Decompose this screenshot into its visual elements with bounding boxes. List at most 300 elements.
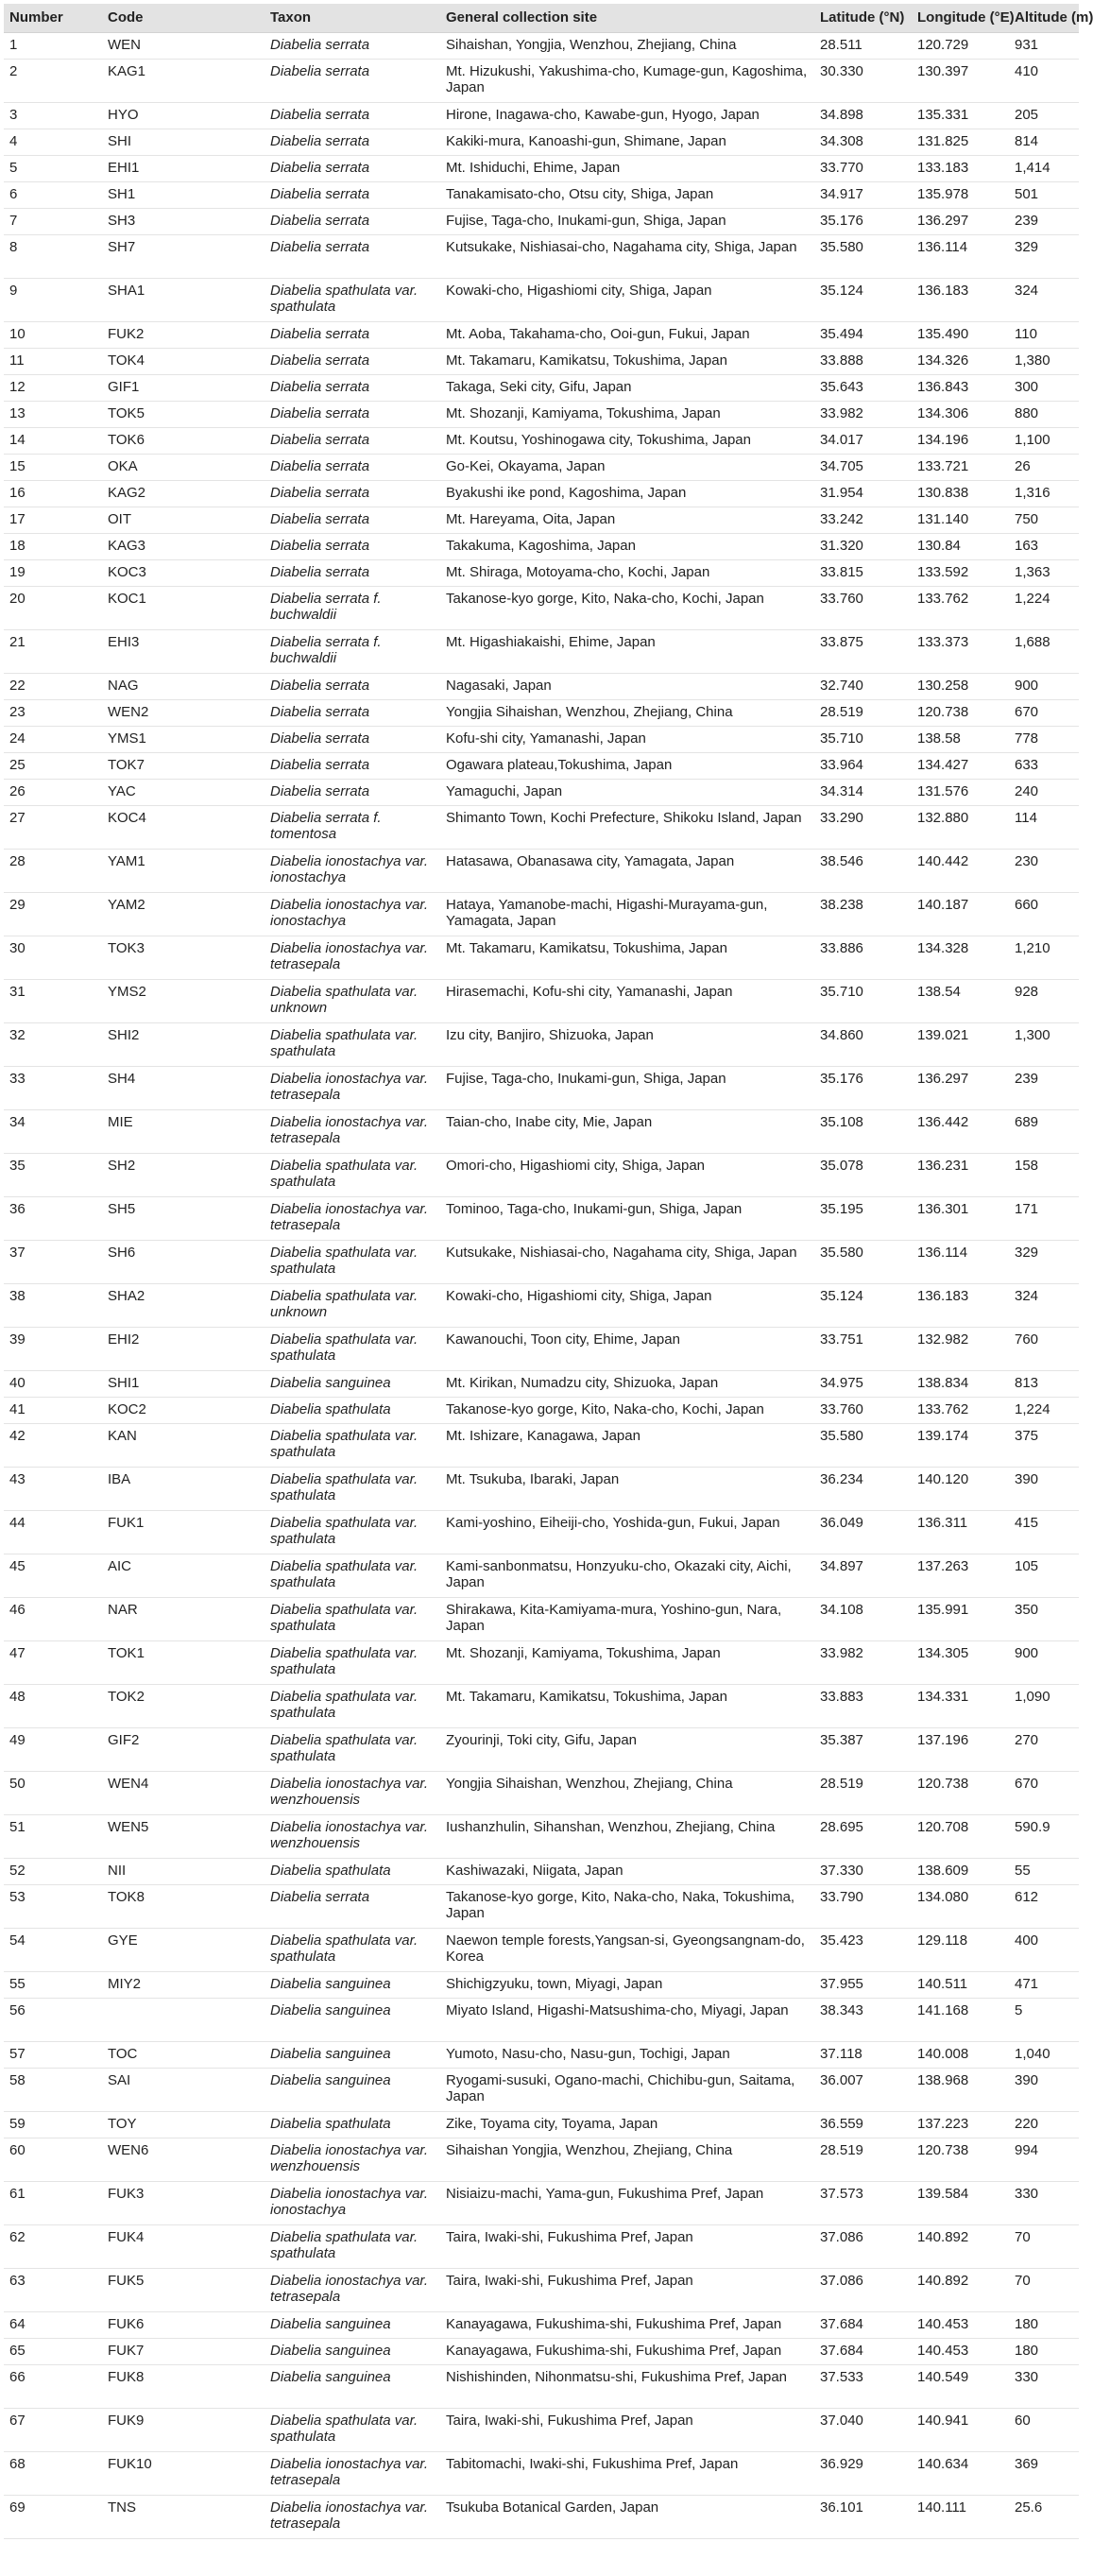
cell-site: Tanakamisato-cho, Otsu city, Shiga, Japan [446, 185, 714, 202]
cell-site: Fujise, Taga-cho, Inukami-gun, Shiga, Japan [446, 1070, 726, 1087]
cell-site: Takanose-kyo gorge, Kito, Naka-cho, Kochi, Japan [446, 1400, 764, 1417]
cell-site: Kofu-shi city, Yamanashi, Japan [446, 730, 646, 747]
cell-altitude: 410 [1015, 62, 1039, 79]
cell-code: FUK4 [108, 2228, 145, 2245]
cell-site: Naewon temple forests,Yangsan-si, Gyeongsangnam-do, Korea [446, 1932, 805, 1965]
cell-altitude: 390 [1015, 1470, 1039, 1487]
cell-longitude: 139.584 [917, 2185, 969, 2202]
table-row [4, 2041, 1079, 2068]
table-row [4, 181, 1079, 208]
cell-taxon: Diabelia spathulata var. spathulata [270, 1157, 418, 1190]
cell-site: Iushanzhulin, Sihanshan, Wenzhou, Zhejiang, China [446, 1818, 776, 1835]
cell-site: Kowaki-cho, Higashiomi city, Shiga, Japan [446, 282, 712, 299]
table-row [4, 129, 1079, 155]
table-body [4, 32, 1079, 2538]
cell-longitude: 138.58 [917, 730, 961, 747]
cell-latitude: 35.580 [820, 1244, 863, 1261]
cell-taxon: Diabelia sanguinea [270, 2342, 391, 2359]
cell-code: MIE [108, 1113, 133, 1130]
cell-longitude: 138.54 [917, 983, 961, 1000]
cell-altitude: 330 [1015, 2368, 1039, 2385]
cell-site: Kami-sanbonmatsu, Honzyuku-cho, Okazaki city, Aichi, Japan [446, 1557, 792, 1590]
cell-code: AIC [108, 1557, 132, 1574]
cell-taxon: Diabelia serrata [270, 36, 370, 53]
cell-longitude: 140.892 [917, 2228, 969, 2245]
cell-taxon: Diabelia spathulata var. spathulata [270, 2412, 418, 2445]
table-row [4, 936, 1079, 979]
cell-site: Hirasemachi, Kofu-shi city, Yamanashi, Japan [446, 983, 733, 1000]
cell-number: 30 [9, 939, 26, 956]
cell-altitude: 55 [1015, 1862, 1031, 1879]
cell-altitude: 5 [1015, 2001, 1023, 2018]
cell-code: YMS2 [108, 983, 146, 1000]
cell-number: 50 [9, 1775, 26, 1792]
table-row [4, 892, 1079, 936]
cell-taxon: Diabelia serrata f. tomentosa [270, 809, 382, 842]
cell-code: OKA [108, 457, 138, 474]
cell-taxon: Diabelia serrata [270, 457, 370, 474]
cell-latitude: 38.343 [820, 2001, 863, 2018]
cell-longitude: 134.326 [917, 352, 969, 369]
cell-altitude: 471 [1015, 1975, 1039, 1992]
cell-code: KOC1 [108, 590, 146, 607]
cell-altitude: 670 [1015, 1775, 1039, 1792]
cell-longitude: 140.634 [917, 2455, 969, 2472]
cell-code: FUK7 [108, 2342, 145, 2359]
table-row [4, 1597, 1079, 1640]
cell-latitude: 28.695 [820, 1818, 863, 1835]
table-row [4, 1423, 1079, 1467]
cell-taxon: Diabelia serrata [270, 756, 370, 773]
cell-code: FUK3 [108, 2185, 145, 2202]
table-row [4, 1327, 1079, 1370]
cell-latitude: 35.108 [820, 1113, 863, 1130]
cell-altitude: 329 [1015, 238, 1039, 255]
cell-altitude: 26 [1015, 457, 1031, 474]
cell-site: Kanayagawa, Fukushima-shi, Fukushima Pref, Japan [446, 2342, 782, 2359]
cell-code: SH7 [108, 238, 136, 255]
cell-altitude: 270 [1015, 1731, 1039, 1748]
cell-longitude: 136.297 [917, 1070, 969, 1087]
cell-taxon: Diabelia spathulata [270, 1400, 391, 1417]
cell-code: YAM1 [108, 852, 145, 869]
cell-longitude: 136.231 [917, 1157, 969, 1174]
cell-code: SH2 [108, 1157, 136, 1174]
cell-longitude: 135.331 [917, 106, 969, 123]
cell-site: Nisiaizu-machi, Yama-gun, Fukushima Pref, Japan [446, 2185, 764, 2202]
cell-longitude: 131.140 [917, 510, 969, 527]
cell-longitude: 130.838 [917, 484, 969, 501]
cell-altitude: 369 [1015, 2455, 1039, 2472]
cell-taxon: Diabelia ionostachya var. wenzhouensis [270, 1775, 429, 1808]
cell-longitude: 140.511 [917, 1975, 968, 1992]
cell-altitude: 1,316 [1015, 484, 1050, 501]
table-row [4, 155, 1079, 181]
cell-taxon: Diabelia ionostachya var. ionostachya [270, 852, 429, 885]
cell-taxon: Diabelia spathulata var. spathulata [270, 1470, 418, 1503]
cell-altitude: 1,224 [1015, 590, 1050, 607]
cell-code: SHA1 [108, 282, 145, 299]
table-row [4, 348, 1079, 374]
cell-altitude: 110 [1015, 325, 1037, 342]
cell-taxon: Diabelia spathulata var. spathulata [270, 1644, 418, 1677]
cell-altitude: 501 [1015, 185, 1039, 202]
cell-number: 51 [9, 1818, 26, 1835]
cell-code: TOK5 [108, 404, 145, 421]
cell-latitude: 35.710 [820, 730, 863, 747]
table-row [4, 1771, 1079, 1814]
cell-number: 58 [9, 2071, 26, 2088]
cell-site: Mt. Shozanji, Kamiyama, Tokushima, Japan [446, 1644, 721, 1661]
cell-altitude: 750 [1015, 510, 1039, 527]
cell-taxon: Diabelia ionostachya var. tetrasepala [270, 1070, 429, 1103]
cell-code: YAM2 [108, 896, 145, 913]
cell-altitude: 70 [1015, 2272, 1031, 2289]
cell-latitude: 33.886 [820, 939, 863, 956]
cell-taxon: Diabelia ionostachya var. tetrasepala [270, 939, 429, 972]
cell-code: YMS1 [108, 730, 146, 747]
cell-code: SH3 [108, 212, 136, 229]
cell-site: Shirakawa, Kita-Kamiyama-mura, Yoshino-gun, Nara, Japan [446, 1601, 782, 1634]
table-row [4, 2224, 1079, 2268]
cell-altitude: 239 [1015, 212, 1039, 229]
table-row [4, 1022, 1079, 1066]
cell-number: 11 [9, 352, 25, 369]
cell-taxon: Diabelia sanguinea [270, 2071, 391, 2088]
cell-number: 2 [9, 62, 18, 79]
cell-latitude: 38.238 [820, 896, 863, 913]
cell-number: 26 [9, 782, 26, 799]
table-row [4, 1467, 1079, 1510]
cell-site: Yamaguchi, Japan [446, 782, 563, 799]
cell-code: NAG [108, 677, 139, 694]
cell-code: SH5 [108, 1200, 136, 1217]
table-row [4, 1998, 1079, 2041]
cell-altitude: 633 [1015, 756, 1039, 773]
cell-latitude: 35.387 [820, 1731, 863, 1748]
cell-number: 63 [9, 2272, 26, 2289]
table-row [4, 779, 1079, 805]
cell-taxon: Diabelia spathulata var. spathulata [270, 1557, 418, 1590]
cell-site: Kowaki-cho, Higashiomi city, Shiga, Japan [446, 1287, 712, 1304]
cell-taxon: Diabelia serrata [270, 730, 370, 747]
cell-taxon: Diabelia spathulata var. unknown [270, 983, 418, 1016]
cell-number: 48 [9, 1688, 26, 1705]
cell-longitude: 134.305 [917, 1644, 969, 1661]
cell-taxon: Diabelia spathulata var. spathulata [270, 282, 418, 315]
cell-longitude: 135.991 [917, 1601, 969, 1618]
cell-code: WEN5 [108, 1818, 149, 1835]
cell-number: 25 [9, 756, 26, 773]
column-header-taxon: Taxon [265, 4, 440, 32]
cell-latitude: 31.320 [820, 537, 863, 554]
cell-longitude: 140.187 [917, 896, 969, 913]
cell-altitude: 205 [1015, 106, 1039, 123]
cell-number: 41 [9, 1400, 26, 1417]
cell-latitude: 34.314 [820, 782, 863, 799]
cell-site: Ogawara plateau,Tokushima, Japan [446, 756, 673, 773]
cell-taxon: Diabelia spathulata [270, 1862, 391, 1879]
cell-latitude: 35.078 [820, 1157, 863, 1174]
cell-number: 7 [9, 212, 18, 229]
cell-number: 28 [9, 852, 26, 869]
cell-number: 42 [9, 1427, 26, 1444]
cell-longitude: 133.373 [917, 633, 969, 650]
cell-latitude: 28.519 [820, 1775, 863, 1792]
cell-site: Mt. Kirikan, Numadzu city, Shizuoka, Japan [446, 1374, 719, 1391]
cell-number: 39 [9, 1331, 26, 1348]
cell-longitude: 140.008 [917, 2045, 969, 2062]
cell-taxon: Diabelia serrata [270, 238, 370, 255]
cell-number: 5 [9, 159, 18, 176]
cell-altitude: 1,100 [1015, 431, 1050, 448]
table-row [4, 2068, 1079, 2111]
cell-site: Mt. Hizukushi, Yakushima-cho, Kumage-gun, Kagoshima, Japan [446, 62, 808, 95]
cell-site: Hirone, Inagawa-cho, Kawabe-gun, Hyogo, Japan [446, 106, 760, 123]
cell-number: 40 [9, 1374, 26, 1391]
cell-number: 20 [9, 590, 26, 607]
header-row [4, 4, 1079, 32]
cell-number: 55 [9, 1975, 26, 1992]
table-row [4, 533, 1079, 559]
cell-longitude: 120.729 [917, 36, 969, 53]
cell-site: Mt. Takamaru, Kamikatsu, Tokushima, Japan [446, 939, 727, 956]
cell-taxon: Diabelia sanguinea [270, 2315, 391, 2332]
cell-site: Kutsukake, Nishiasai-cho, Nagahama city, Shiga, Japan [446, 1244, 797, 1261]
cell-site: Nagasaki, Japan [446, 677, 552, 694]
cell-longitude: 136.183 [917, 1287, 969, 1304]
cell-latitude: 34.898 [820, 106, 863, 123]
cell-latitude: 36.007 [820, 2071, 863, 2088]
cell-longitude: 140.549 [917, 2368, 969, 2385]
cell-latitude: 34.017 [820, 431, 863, 448]
cell-altitude: 158 [1015, 1157, 1039, 1174]
table-row [4, 1884, 1079, 1928]
table-row [4, 427, 1079, 454]
cell-code: KAG2 [108, 484, 146, 501]
table-row [4, 979, 1079, 1022]
cell-taxon: Diabelia spathulata var. spathulata [270, 1427, 418, 1460]
cell-site: Tsukuba Botanical Garden, Japan [446, 2499, 659, 2516]
table-row [4, 401, 1079, 427]
cell-latitude: 34.108 [820, 1601, 863, 1618]
cell-number: 24 [9, 730, 26, 747]
cell-code: FUK10 [108, 2455, 152, 2472]
cell-altitude: 114 [1015, 809, 1037, 826]
cell-code: TOK7 [108, 756, 145, 773]
cell-altitude: 1,363 [1015, 563, 1050, 580]
cell-number: 34 [9, 1113, 26, 1130]
cell-altitude: 590.9 [1015, 1818, 1050, 1835]
cell-number: 9 [9, 282, 18, 299]
cell-number: 43 [9, 1470, 26, 1487]
table-row [4, 278, 1079, 321]
cell-site: Omori-cho, Higashiomi city, Shiga, Japan [446, 1157, 705, 1174]
cell-code: TOK2 [108, 1688, 145, 1705]
cell-number: 36 [9, 1200, 26, 1217]
table-row [4, 1858, 1079, 1884]
table-row [4, 2451, 1079, 2495]
cell-longitude: 120.738 [917, 1775, 969, 1792]
cell-altitude: 329 [1015, 1244, 1039, 1261]
table-row [4, 2408, 1079, 2451]
cell-site: Mt. Ishizare, Kanagawa, Japan [446, 1427, 640, 1444]
cell-site: Mt. Takamaru, Kamikatsu, Tokushima, Japan [446, 352, 727, 369]
cell-latitude: 35.580 [820, 1427, 863, 1444]
table-row [4, 2495, 1079, 2538]
table-row [4, 1727, 1079, 1771]
cell-taxon: Diabelia ionostachya var. ionostachya [270, 2185, 429, 2218]
cell-taxon: Diabelia serrata [270, 212, 370, 229]
cell-longitude: 120.708 [917, 1818, 969, 1835]
cell-longitude: 137.223 [917, 2115, 969, 2132]
cell-latitude: 34.897 [820, 1557, 863, 1574]
cell-site: Sihaishan, Yongjia, Wenzhou, Zhejiang, China [446, 36, 737, 53]
cell-code: TOC [108, 2045, 138, 2062]
table-row [4, 2364, 1079, 2408]
cell-longitude: 134.427 [917, 756, 969, 773]
cell-altitude: 220 [1015, 2115, 1039, 2132]
cell-site: Mt. Shozanji, Kamiyama, Tokushima, Japan [446, 404, 721, 421]
cell-latitude: 36.049 [820, 1514, 863, 1531]
cell-code: GYE [108, 1932, 138, 1949]
table-row [4, 1397, 1079, 1423]
cell-number: 69 [9, 2499, 26, 2516]
table-row [4, 699, 1079, 726]
cell-number: 8 [9, 238, 18, 255]
cell-altitude: 1,210 [1015, 939, 1050, 956]
cell-latitude: 33.242 [820, 510, 863, 527]
cell-latitude: 37.684 [820, 2342, 863, 2359]
cell-code: TOK4 [108, 352, 145, 369]
cell-latitude: 37.086 [820, 2228, 863, 2245]
table-row [4, 32, 1079, 59]
cell-taxon: Diabelia sanguinea [270, 2045, 391, 2062]
cell-code: KAG3 [108, 537, 146, 554]
cell-latitude: 38.546 [820, 852, 863, 869]
cell-number: 10 [9, 325, 26, 342]
table-row [4, 1153, 1079, 1196]
cell-altitude: 180 [1015, 2315, 1039, 2332]
cell-site: Kakiki-mura, Kanoashi-gun, Shimane, Japan [446, 132, 726, 149]
cell-latitude: 37.040 [820, 2412, 863, 2429]
cell-longitude: 132.982 [917, 1331, 969, 1348]
table-row [4, 102, 1079, 129]
cell-code: GIF2 [108, 1731, 140, 1748]
cell-number: 35 [9, 1157, 26, 1174]
cell-number: 6 [9, 185, 18, 202]
cell-site: Miyato Island, Higashi-Matsushima-cho, Miyagi, Japan [446, 2001, 789, 2018]
cell-taxon: Diabelia serrata [270, 782, 370, 799]
cell-code: KOC4 [108, 809, 146, 826]
cell-taxon: Diabelia serrata [270, 431, 370, 448]
cell-longitude: 133.721 [917, 457, 969, 474]
cell-taxon: Diabelia ionostachya var. ionostachya [270, 896, 429, 929]
cell-latitude: 33.815 [820, 563, 863, 580]
cell-latitude: 34.705 [820, 457, 863, 474]
cell-number: 45 [9, 1557, 26, 1574]
cell-altitude: 928 [1015, 983, 1039, 1000]
cell-site: Tabitomachi, Iwaki-shi, Fukushima Pref, Japan [446, 2455, 739, 2472]
cell-longitude: 136.114 [917, 1244, 968, 1261]
table-row [4, 2111, 1079, 2138]
cell-latitude: 33.760 [820, 1400, 863, 1417]
cell-longitude: 136.114 [917, 238, 968, 255]
cell-site: Takanose-kyo gorge, Kito, Naka-cho, Kochi, Japan [446, 590, 764, 607]
table-row [4, 1240, 1079, 1283]
column-header-site: General collection site [440, 4, 814, 32]
cell-altitude: 240 [1015, 782, 1039, 799]
cell-site: Hataya, Yamanobe-machi, Higashi-Murayama-gun, Yamagata, Japan [446, 896, 768, 929]
cell-latitude: 33.760 [820, 590, 863, 607]
cell-taxon: Diabelia spathulata var. spathulata [270, 1731, 418, 1764]
cell-latitude: 33.964 [820, 756, 863, 773]
cell-altitude: 324 [1015, 282, 1039, 299]
cell-taxon: Diabelia serrata [270, 510, 370, 527]
cell-code: OIT [108, 510, 131, 527]
table-row [4, 2338, 1079, 2364]
cell-number: 49 [9, 1731, 26, 1748]
cell-latitude: 33.290 [820, 809, 863, 826]
table-row [4, 1971, 1079, 1998]
cell-taxon: Diabelia sanguinea [270, 2368, 391, 2385]
cell-taxon: Diabelia sanguinea [270, 1374, 391, 1391]
cell-number: 52 [9, 1862, 26, 1879]
cell-longitude: 136.311 [917, 1514, 968, 1531]
cell-site: Mt. Ishiduchi, Ehime, Japan [446, 159, 621, 176]
cell-longitude: 139.021 [917, 1026, 969, 1043]
cell-site: Yongjia Sihaishan, Wenzhou, Zhejiang, China [446, 703, 733, 720]
cell-longitude: 135.978 [917, 185, 969, 202]
cell-latitude: 35.176 [820, 1070, 863, 1087]
cell-site: Fujise, Taga-cho, Inukami-gun, Shiga, Japan [446, 212, 726, 229]
cell-number: 62 [9, 2228, 26, 2245]
table-row [4, 374, 1079, 401]
cell-site: Mt. Hareyama, Oita, Japan [446, 510, 616, 527]
cell-latitude: 33.790 [820, 1888, 863, 1905]
cell-latitude: 33.982 [820, 404, 863, 421]
cell-altitude: 880 [1015, 404, 1039, 421]
cell-taxon: Diabelia spathulata var. spathulata [270, 1601, 418, 1634]
cell-taxon: Diabelia spathulata var. spathulata [270, 1932, 418, 1965]
cell-longitude: 134.328 [917, 939, 969, 956]
cell-taxon: Diabelia spathulata var. spathulata [270, 1026, 418, 1059]
column-header-latitude: Latitude (°N) [814, 4, 912, 32]
cell-number: 17 [9, 510, 26, 527]
cell-taxon: Diabelia serrata [270, 352, 370, 369]
table-row [4, 726, 1079, 752]
cell-site: Shimanto Town, Kochi Prefecture, Shikoku Island, Japan [446, 809, 802, 826]
cell-longitude: 141.168 [917, 2001, 969, 2018]
cell-taxon: Diabelia spathulata var. spathulata [270, 1244, 418, 1277]
cell-number: 54 [9, 1932, 26, 1949]
cell-longitude: 120.738 [917, 2141, 969, 2158]
cell-taxon: Diabelia serrata [270, 404, 370, 421]
cell-taxon: Diabelia ionostachya var. tetrasepala [270, 2499, 429, 2532]
table-row [4, 1196, 1079, 1240]
cell-longitude: 140.442 [917, 852, 969, 869]
cell-code: FUK8 [108, 2368, 145, 2385]
cell-latitude: 33.875 [820, 633, 863, 650]
cell-longitude: 120.738 [917, 703, 969, 720]
table-row [4, 59, 1079, 102]
cell-longitude: 136.843 [917, 378, 969, 395]
cell-longitude: 130.258 [917, 677, 969, 694]
cell-code: KAN [108, 1427, 137, 1444]
cell-altitude: 70 [1015, 2228, 1031, 2245]
cell-longitude: 138.968 [917, 2071, 969, 2088]
cell-number: 68 [9, 2455, 26, 2472]
